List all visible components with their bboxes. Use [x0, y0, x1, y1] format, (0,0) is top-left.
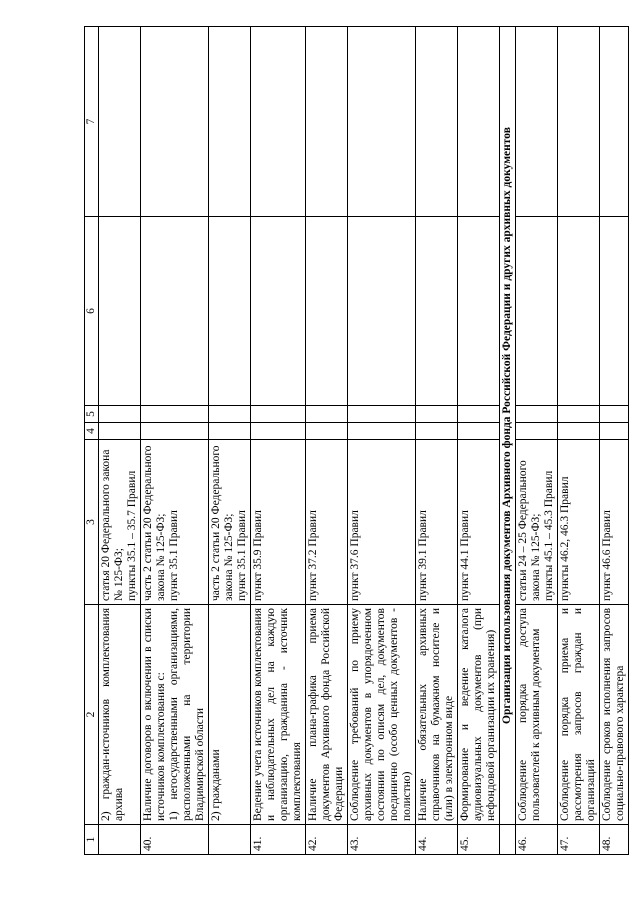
header-cell-7: 7 [85, 27, 99, 217]
header-cell-2: 2 [85, 605, 99, 825]
requirement-cell [306, 605, 348, 825]
requirement-cell [458, 605, 500, 825]
col-6-cell [306, 217, 348, 406]
legal-reference-cell [209, 440, 251, 605]
row-number: 40. [141, 825, 209, 855]
checklist-table [84, 26, 629, 855]
requirement-cell [600, 605, 629, 825]
col-5-cell [516, 406, 558, 423]
col-5-cell [99, 406, 141, 423]
col-4-cell [516, 423, 558, 440]
header-cell-1: 1 [85, 825, 99, 855]
requirement-text: 1) негосударственными организациями, расположенными на территории Владимирской области [168, 608, 206, 821]
requirement-text: Соблюдение сроков исполнения запросов социально-правового характера [601, 608, 626, 821]
col-7-cell [458, 27, 500, 217]
col-6-cell [209, 217, 251, 406]
legal-reference-line: пункт 35.1 Правил [236, 510, 248, 601]
row-number [209, 825, 251, 855]
requirement-cell [141, 605, 209, 825]
col-5-cell [306, 406, 348, 423]
legal-reference-line: пункт 46.6 Правил [601, 510, 613, 601]
col-5-cell [600, 406, 629, 423]
section-title: Организация использования документов Архивного фонда Российской Федерации и других архивных документов [500, 27, 516, 825]
legal-reference-line: пункт 37.6 Правил [349, 510, 361, 601]
table-row [306, 27, 348, 855]
legal-reference-line: статья 20 Федерального закона № 125-ФЗ; [100, 449, 125, 601]
col-4-cell [600, 423, 629, 440]
legal-reference-cell [306, 440, 348, 605]
legal-reference-cell [558, 440, 600, 605]
legal-reference-line: часть 2 статьи 20 Федерального закона № 125-ФЗ; [142, 445, 167, 601]
row-number: 43. [348, 825, 416, 855]
table-row [99, 27, 141, 855]
col-4-cell [306, 423, 348, 440]
col-5-cell [416, 406, 458, 423]
col-4-cell [558, 423, 600, 440]
requirement-text: Наличие плана-графика приема документов Архивного фонда Российской Федерации [307, 608, 345, 821]
table-row [141, 27, 209, 855]
col-5-cell [141, 406, 209, 423]
requirement-text: Наличие обязательных архивных справочников на бумажном носителе и (или) в электронном виде [417, 608, 455, 821]
col-7-cell [251, 27, 306, 217]
col-7-cell [306, 27, 348, 217]
col-4-cell [251, 423, 306, 440]
requirement-cell [251, 605, 306, 825]
col-6-cell [99, 217, 141, 406]
col-6-cell [416, 217, 458, 406]
col-6-cell [251, 217, 306, 406]
col-6-cell [516, 217, 558, 406]
requirement-cell [99, 605, 141, 825]
requirement-cell [516, 605, 558, 825]
legal-reference-line: пункт 44.1 Правил [459, 510, 471, 601]
legal-reference-cell [458, 440, 500, 605]
row-number: 47. [558, 825, 600, 855]
table-body [85, 27, 629, 855]
requirement-text: 2) граждан-источников комплектования архива [100, 608, 125, 821]
col-4-cell [458, 423, 500, 440]
requirement-text: Соблюдение порядка доступа пользователей к архивным документам [517, 608, 542, 821]
legal-reference-cell [416, 440, 458, 605]
table-row [458, 27, 500, 855]
legal-reference-cell [600, 440, 629, 605]
requirement-text: 2) гражданами [210, 749, 222, 821]
legal-reference-cell [141, 440, 209, 605]
table-row [558, 27, 600, 855]
col-7-cell [600, 27, 629, 217]
col-7-cell [141, 27, 209, 217]
legal-reference-line: пункт 37.2 Правил [307, 510, 319, 601]
legal-reference-line: пункт 35.1 Правил [168, 510, 180, 601]
legal-reference-cell [99, 440, 141, 605]
table-row [516, 27, 558, 855]
legal-reference-line: часть 2 статьи 20 Федерального закона № 125-ФЗ; [210, 445, 235, 601]
row-number: 44. [416, 825, 458, 855]
requirement-text: Наличие договоров о включении в списки источников комплектования с: [142, 608, 167, 821]
requirement-cell [558, 605, 600, 825]
legal-reference-cell [348, 440, 416, 605]
header-cell-5: 5 [85, 406, 99, 423]
col-5-cell [209, 406, 251, 423]
header-row [85, 27, 99, 855]
row-number [99, 825, 141, 855]
col-4-cell [416, 423, 458, 440]
table-row [416, 27, 458, 855]
requirement-cell [209, 605, 251, 825]
requirement-text: Соблюдение порядка приема и рассмотрения запросов граждан и организаций [559, 608, 597, 821]
header-cell-3: 3 [85, 440, 99, 605]
table-row [600, 27, 629, 855]
header-cell-4: 4 [85, 423, 99, 440]
requirement-cell [348, 605, 416, 825]
legal-reference-cell [516, 440, 558, 605]
header-cell-6: 6 [85, 217, 99, 406]
col-7-cell [416, 27, 458, 217]
table-row [348, 27, 416, 855]
row-number: 48. [600, 825, 629, 855]
col-6-cell [558, 217, 600, 406]
col-4-cell [209, 423, 251, 440]
table-row [209, 27, 251, 855]
col-4-cell [348, 423, 416, 440]
row-number: 42. [306, 825, 348, 855]
col-5-cell [348, 406, 416, 423]
col-4-cell [99, 423, 141, 440]
legal-reference-line: пункты 35.1 – 35.7 Правил [126, 470, 138, 601]
row-number: 41. [251, 825, 306, 855]
requirement-text: Соблюдение требований по приему архивных документов в упорядоченном состоянии по описям дел, документов поединично (особо ценных документов - полистно) [349, 608, 413, 821]
col-5-cell [558, 406, 600, 423]
requirement-text: Формирование и ведение каталога аудиовизуальных документов (при нефондовой организации их хранения) [459, 608, 497, 821]
col-7-cell [209, 27, 251, 217]
col-4-cell [141, 423, 209, 440]
col-6-cell [141, 217, 209, 406]
table-row [251, 27, 306, 855]
col-7-cell [99, 27, 141, 217]
col-6-cell [458, 217, 500, 406]
legal-reference-line: статьи 24 – 25 Федерального закона № 125-ФЗ; [517, 460, 542, 601]
row-number: 46. [516, 825, 558, 855]
col-5-cell [251, 406, 306, 423]
col-7-cell [348, 27, 416, 217]
requirement-text: Ведение учета источников комплектования и наблюдательных дел на каждую организацию, гражданина - источник комплектования [252, 608, 303, 821]
row-number: 45. [458, 825, 500, 855]
legal-reference-line: пункт 39.1 Правил [417, 510, 429, 601]
col-6-cell [348, 217, 416, 406]
legal-reference-line: пункты 46.2, 46.3 Правил [559, 476, 571, 601]
legal-reference-line: пункты 45.1 – 45.3 Правил [543, 470, 555, 601]
col-5-cell [458, 406, 500, 423]
legal-reference-cell [251, 440, 306, 605]
section-row [500, 27, 516, 855]
legal-reference-line: пункт 35.9 Правил [252, 510, 264, 601]
requirement-cell [416, 605, 458, 825]
col-6-cell [600, 217, 629, 406]
col-7-cell [558, 27, 600, 217]
col-7-cell [516, 27, 558, 217]
section-empty-cell [500, 825, 516, 855]
